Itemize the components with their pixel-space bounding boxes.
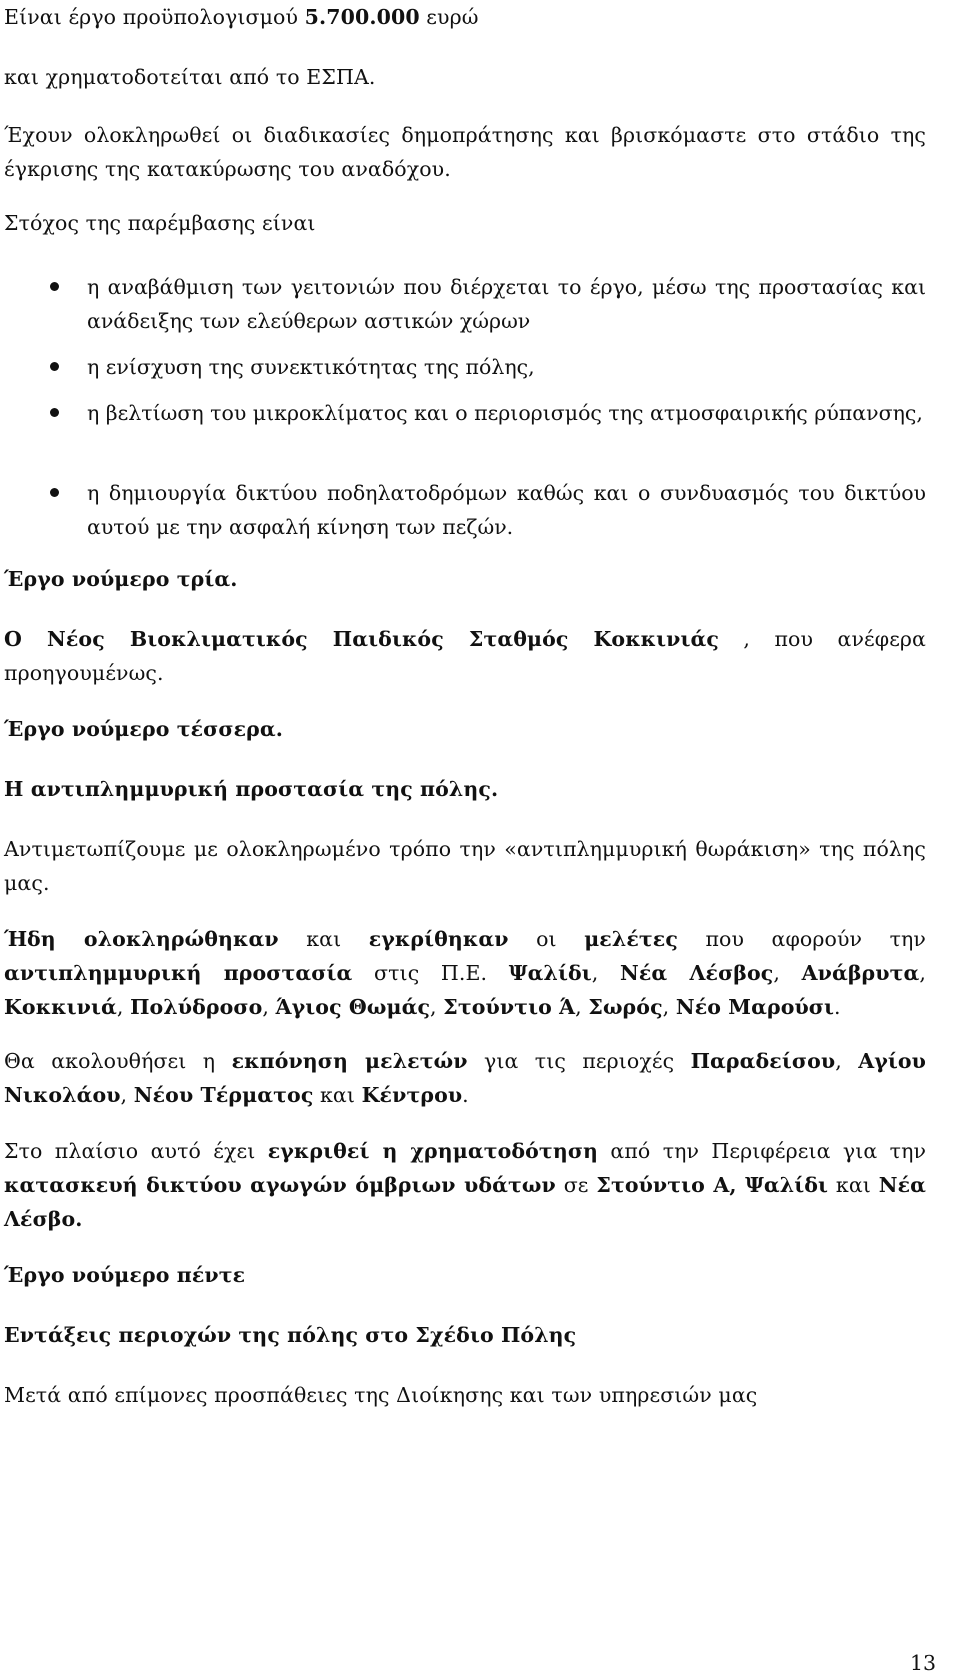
page-number: 13 [910, 1651, 937, 1675]
flood-protection-heading: Η αντιπλημμυρική προστασία της πόλης. [4, 777, 499, 801]
flood-shield-paragraph: Αντιμετωπίζουμε με ολοκληρωμένο τρόπο την «αντιπλημμυρική θωράκιση» της πόλης μας. [4, 837, 926, 895]
bullet-text: η ενίσχυση της συνεκτικότητας της πόλης, [87, 355, 535, 379]
budget-post: ευρώ [419, 5, 479, 29]
nursery-rest: , που ανέφερα προηγουμένως. [4, 627, 927, 685]
budget-amount: 5.700.000 [304, 5, 420, 29]
project-four-heading: Έργο νούμερο τέσσερα. [4, 717, 284, 741]
bullet-text: η βελτίωση του μικροκλίματος και ο περιορισμός της ατμοσφαιρικής ρύπανσης, [87, 401, 923, 425]
nursery-paragraph [4, 622, 926, 690]
bullet-dot-icon [50, 488, 59, 497]
funding-paragraph: και χρηματοδοτείται από το ΕΣΠΑ. [4, 65, 376, 89]
funding-approval-paragraph: Στο πλαίσιο αυτό έχει εγκριθεί η χρηματοδότηση από την Περιφέρεια για την κατασκευή δικτύου αγωγών όμβριων υδάτων σε Στούντιο Α, Ψαλίδι και Νέα Λέσβο. [4, 1139, 927, 1231]
studies-paragraph: Ήδη ολοκληρώθηκαν και εγκρίθηκαν οι μελέτες που αφορούν την αντιπλημμυρική προστασία στις Π.Ε. Ψαλίδι, Νέα Λέσβος, Ανάβρυτα, Κοκκινιά, Πολύδροσο, Άγιος Θωμάς, Στούντιο Ά, Σωρός, Νέο Μαρούσι. [4, 927, 926, 1019]
goal-intro: Στόχος της παρέμβασης είναι [4, 211, 316, 235]
budget-paragraph [4, 0, 926, 34]
bullet-dot-icon [50, 282, 59, 291]
city-plan-heading: Εντάξεις περιοχών της πόλης στο Σχέδιο Πόλης [4, 1323, 577, 1347]
bullet-text: η αναβάθμιση των γειτονιών που διέρχεται το έργο, μέσω της προστασίας και ανάδειξης των ελεύθερων αστικών χώρων [87, 275, 926, 333]
bullet-dot-icon [50, 408, 59, 417]
bullet-dot-icon [50, 362, 59, 371]
project-five-heading: Έργο νούμερο πέντε [4, 1263, 246, 1287]
upcoming-studies-paragraph: Θα ακολουθήσει η εκπόνηση μελετών για τις περιοχές Παραδείσου, Αγίου Νικολάου, Νέου Τέρματος και Κέντρου. [4, 1049, 926, 1107]
bullet-text: η δημιουργία δικτύου ποδηλατοδρόμων καθώς και ο συνδυασμός του δικτύου αυτού με την ασφαλή κίνηση των πεζών. [87, 481, 926, 539]
procedure-paragraph: Έχουν ολοκληρωθεί οι διαδικασίες δημοπράτησης και βρισκόμαστε στο στάδιο της έγκρισης της κατακύρωσης του αναδόχου. [4, 123, 926, 181]
nursery-name: Ο Νέος Βιοκλιματικός Παιδικός Σταθμός Κοκκινιάς [4, 627, 719, 651]
efforts-paragraph: Μετά από επίμονες προσπάθειες της Διοίκησης και των υπηρεσιών μας [4, 1383, 758, 1407]
budget-pre: Είναι έργο προϋπολογισμού [4, 5, 305, 29]
project-three-heading: Έργο νούμερο τρία. [4, 567, 238, 591]
